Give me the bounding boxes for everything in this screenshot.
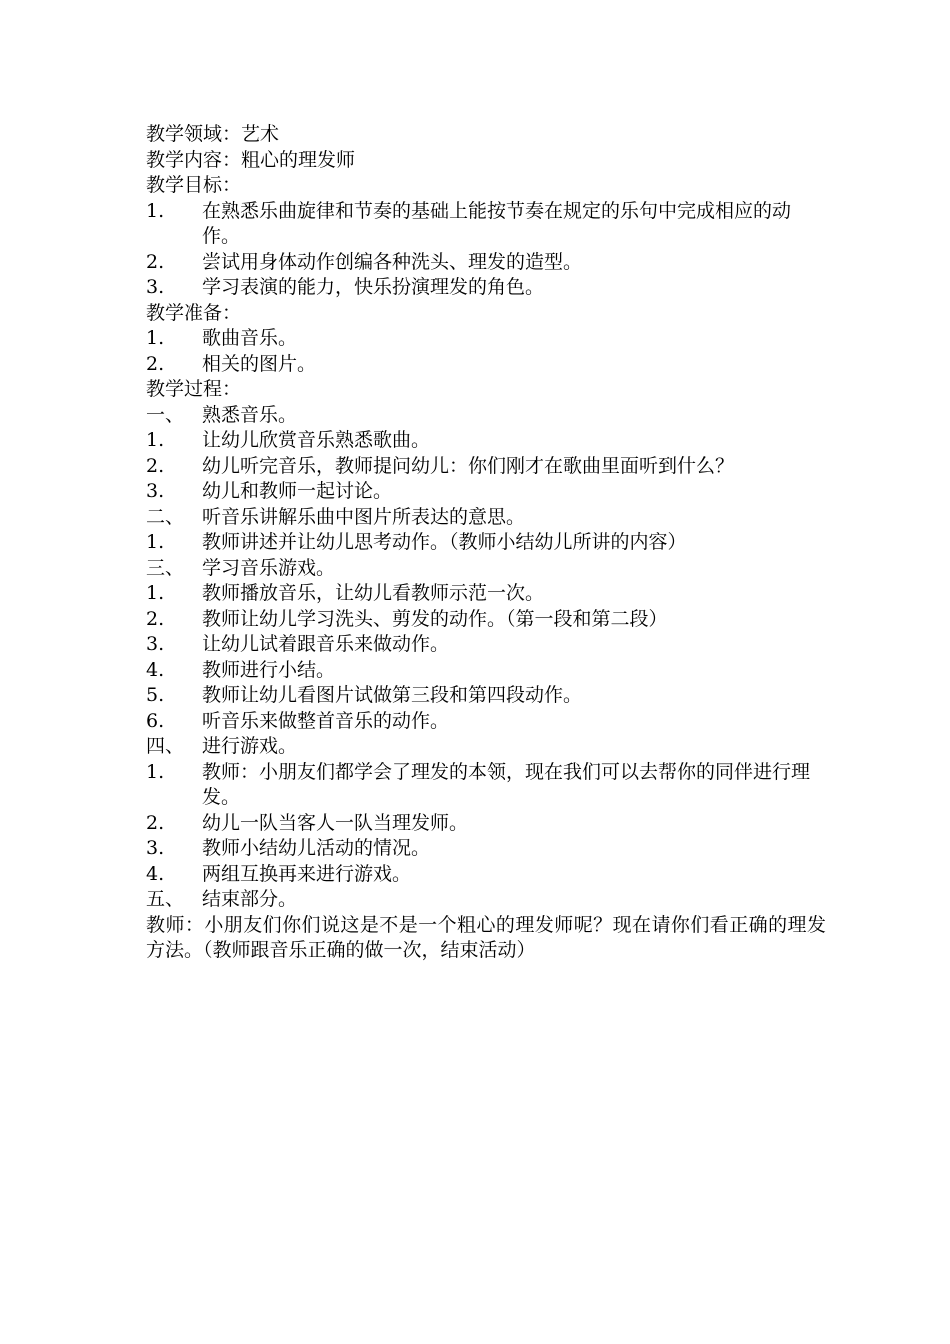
list-item (146, 683, 826, 709)
section-number: 一、 (146, 403, 185, 426)
list-item (146, 454, 826, 480)
field-content: 教学内容：粗心的理发师 (146, 148, 356, 171)
prep-item (146, 352, 826, 378)
list-number: 2. (146, 454, 165, 477)
list-number: 4. (146, 658, 165, 681)
list-text: 歌曲音乐。 (202, 327, 298, 349)
list-text: 尝试用身体动作创编各种洗头、理发的造型。 (202, 250, 583, 273)
list-text: 两组互换再来进行游戏。 (202, 862, 412, 885)
section-title: 听音乐讲解乐曲中图片所表达的意思。 (202, 505, 526, 528)
section-heading (146, 403, 826, 429)
list-text: 教师讲述并让幼儿思考动作。（教师小结幼儿所讲的内容） (202, 531, 687, 553)
list-number: 3. (146, 633, 165, 655)
list-text: 教师小结幼儿活动的情况。 (202, 837, 431, 859)
list-text: 学习表演的能力，快乐扮演理发的角色。 (202, 276, 545, 298)
goal-item (146, 250, 826, 276)
list-number: 2. (146, 607, 165, 630)
list-text: 幼儿听完音乐，教师提问幼儿：你们刚才在歌曲里面听到什么？ (202, 454, 735, 477)
list-number: 6. (146, 709, 165, 732)
list-item (146, 607, 826, 633)
field-domain: 教学领域：艺术 (146, 123, 280, 145)
list-number: 2. (146, 250, 165, 273)
list-item (146, 760, 826, 811)
goal-item (146, 199, 826, 250)
list-text: 教师让幼儿看图片试做第三段和第四段动作。 (202, 684, 583, 706)
list-item (146, 709, 826, 735)
list-number: 1. (146, 531, 165, 553)
list-text: 幼儿一队当客人一队当理发师。 (202, 811, 469, 834)
list-text: 让幼儿试着跟音乐来做动作。 (202, 633, 450, 655)
list-text: 听音乐来做整首音乐的动作。 (202, 709, 450, 732)
list-number: 3. (146, 480, 165, 502)
document-body (146, 122, 826, 964)
section-title: 结束部分。 (202, 888, 298, 910)
list-text: 教师播放音乐，让幼儿看教师示范一次。 (202, 582, 545, 604)
list-number: 1. (146, 582, 165, 604)
list-text: 教师让幼儿学习洗头、剪发的动作。（第一段和第二段） (202, 607, 668, 630)
list-item (146, 530, 826, 556)
list-item (146, 479, 826, 505)
list-text: 相关的图片。 (202, 352, 317, 375)
section-title: 进行游戏。 (202, 735, 298, 757)
list-number: 1. (146, 327, 165, 349)
section-number: 三、 (146, 556, 185, 579)
list-text: 教师：小朋友们都学会了理发的本领，现在我们可以去帮你的同伴进行理发。 (202, 760, 811, 808)
list-text: 幼儿和教师一起讨论。 (202, 480, 393, 502)
list-number: 4. (146, 862, 165, 885)
section-heading (146, 734, 826, 760)
section-title: 学习音乐游戏。 (202, 556, 336, 579)
list-number: 1. (146, 199, 165, 222)
list-number: 1. (146, 429, 165, 451)
section-heading (146, 505, 826, 531)
process-title: 教学过程： (146, 378, 242, 400)
list-number: 2. (146, 352, 165, 375)
section-number: 四、 (146, 735, 185, 757)
list-number: 3. (146, 276, 165, 298)
field-goals-title: 教学目标： (146, 174, 242, 196)
section-title: 熟悉音乐。 (202, 403, 298, 426)
prep-item (146, 326, 826, 352)
list-item (146, 836, 826, 862)
prep-title: 教学准备： (146, 301, 242, 324)
section-number: 二、 (146, 505, 185, 528)
list-text: 让幼儿欣赏音乐熟悉歌曲。 (202, 429, 431, 451)
list-number: 1. (146, 760, 165, 783)
goal-item (146, 275, 826, 301)
list-item (146, 658, 826, 684)
list-item (146, 811, 826, 837)
list-item (146, 632, 826, 658)
section-heading (146, 556, 826, 582)
list-item (146, 862, 826, 888)
section-heading (146, 887, 826, 913)
section-number: 五、 (146, 888, 185, 910)
list-item (146, 581, 826, 607)
list-number: 2. (146, 811, 165, 834)
list-number: 3. (146, 837, 165, 859)
list-item (146, 428, 826, 454)
closing-paragraph: 教师：小朋友们你们说这是不是一个粗心的理发师呢？现在请你们看正确的理发方法。（教师跟音乐正确的做一次，结束活动） (146, 913, 826, 961)
list-text: 教师进行小结。 (202, 658, 336, 681)
list-text: 在熟悉乐曲旋律和节奏的基础上能按节奏在规定的乐句中完成相应的动作。 (202, 199, 792, 247)
list-number: 5. (146, 684, 165, 706)
